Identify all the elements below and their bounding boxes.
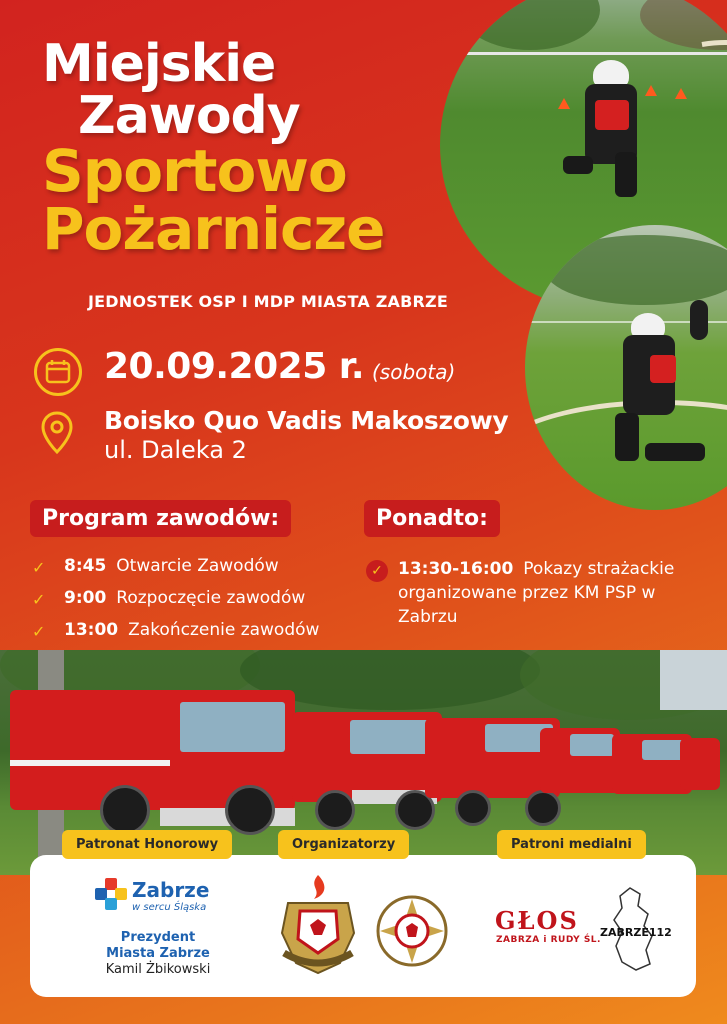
program-time: 9:00 (64, 588, 107, 608)
glos-logo: GŁOS (495, 906, 579, 935)
program-label: Rozpoczęcie zawodów (116, 588, 306, 608)
event-location: Boisko Quo Vadis Makoszowy (104, 406, 509, 435)
program-item (64, 556, 279, 576)
glos-logo-subtitle: ZABRZA i RUDY ŚL. (496, 935, 601, 945)
label-organizers: Organizatorzy (278, 830, 409, 859)
event-title (42, 34, 385, 263)
photo-firefighter-kneeling (525, 225, 727, 510)
check-icon: ✓ (366, 560, 388, 582)
label-media: Patroni medialni (497, 830, 646, 859)
program-item (64, 620, 319, 640)
event-day: (sobota) (372, 360, 456, 384)
osp-emblem-icon (374, 893, 450, 973)
check-icon: ✓ (32, 558, 46, 577)
program-time: 8:45 (64, 556, 107, 576)
check-icon: ✓ (32, 590, 46, 609)
title-line-2: Zawody (78, 86, 300, 146)
extra-heading: Ponadto: (364, 500, 500, 537)
event-date: 20.09.2025 r. (104, 346, 365, 387)
program-label: Zakończenie zawodów (128, 620, 320, 640)
title-line-4: Pożarnicze (42, 195, 385, 263)
extra-line-1: Pokazy strażackie (523, 559, 675, 579)
zabrze-logo-tagline: w sercu Śląska (132, 902, 207, 913)
psp-emblem-icon (278, 873, 358, 981)
program-item (64, 588, 305, 608)
extra-item (398, 558, 674, 629)
event-subtitle: JEDNOSTEK OSP I MDP MIASTA ZABRZE (88, 292, 448, 311)
check-icon: ✓ (32, 622, 46, 641)
zabrze112-logo: ZABRZE112 (600, 926, 672, 939)
program-label: Otwarcie Zawodów (116, 556, 279, 576)
extra-line-3: Zabrzu (398, 606, 458, 627)
title-line-1: Miejskie (42, 34, 276, 94)
program-time: 13:00 (64, 620, 119, 640)
event-address: ul. Daleka 2 (104, 436, 247, 464)
title-line-3: Sportowo (42, 137, 347, 205)
program-heading: Program zawodów: (30, 500, 291, 537)
label-honorary: Patronat Honorowy (62, 830, 232, 859)
extra-time: 13:30-16:00 (398, 559, 514, 579)
zabrze-logo-text: Zabrze (132, 878, 210, 902)
president-name: Kamil Żbikowski (105, 962, 211, 977)
extra-line-2: organizowane przez KM PSP w (398, 582, 656, 603)
location-pin-icon (40, 410, 74, 462)
president-title: Prezydent Miasta Zabrze (106, 930, 210, 962)
calendar-icon (34, 348, 82, 396)
